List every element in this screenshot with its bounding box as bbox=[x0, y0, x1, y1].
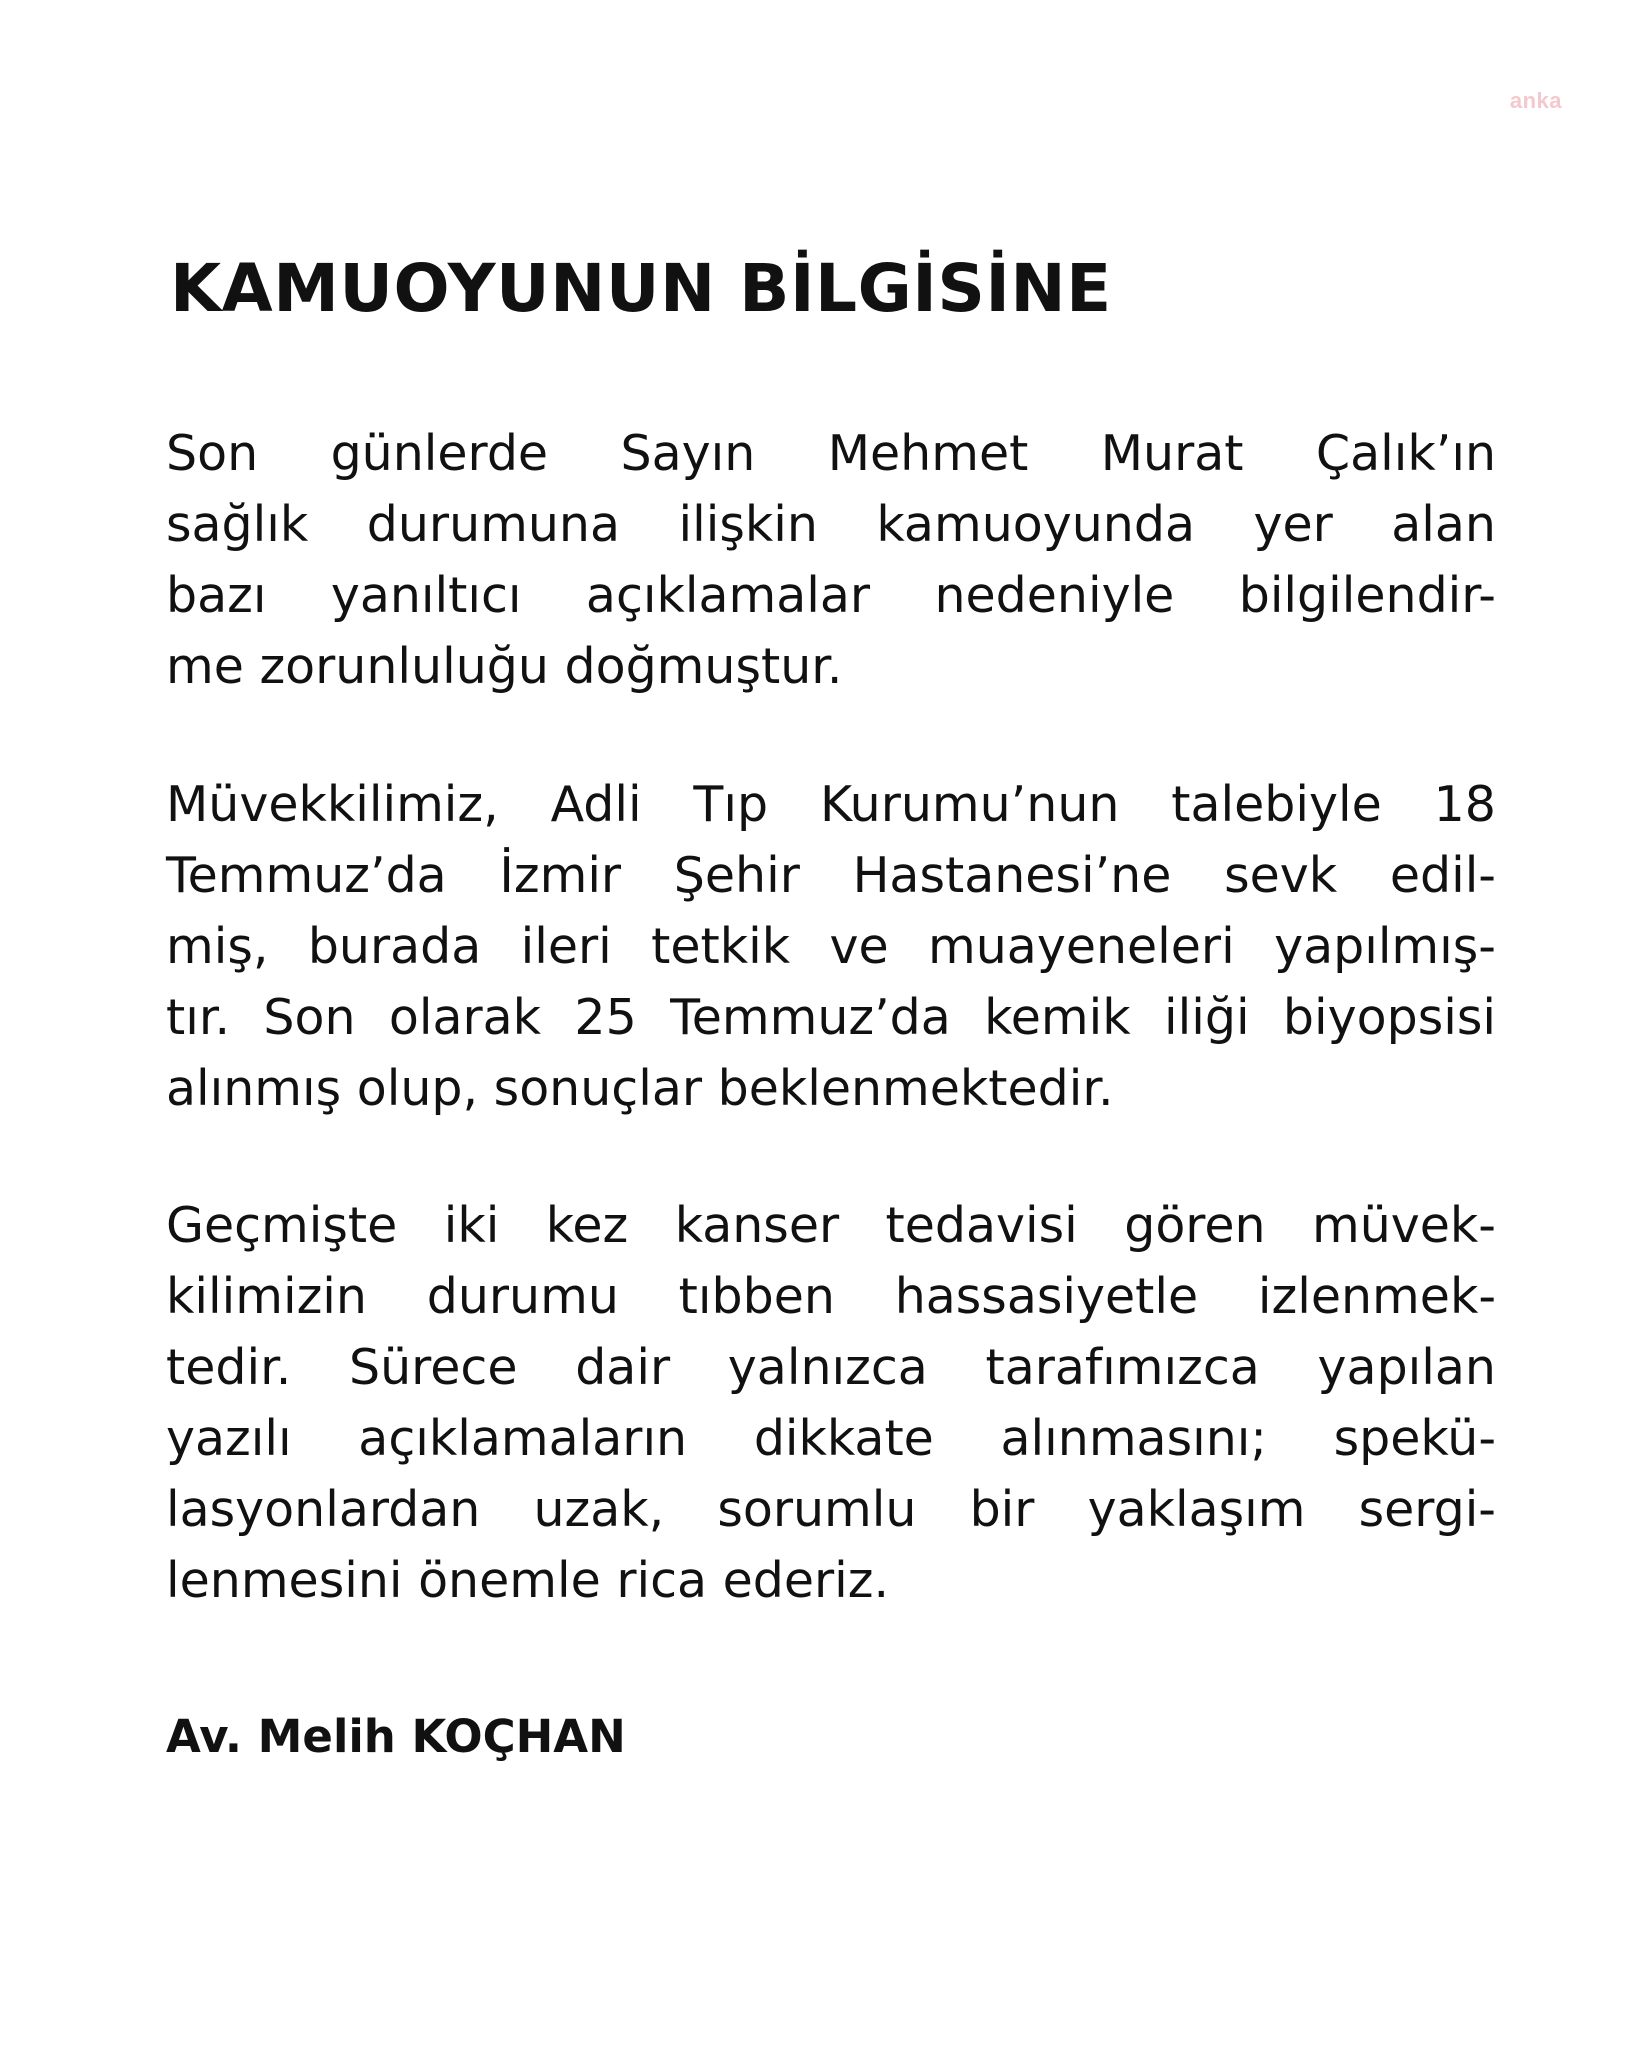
paragraph-line: Temmuz’da İzmir Şehir Hastanesi’ne sevk edil- bbox=[166, 847, 1496, 904]
paragraph-1 bbox=[166, 418, 1496, 702]
signature: Av. Melih KOÇHAN bbox=[166, 1710, 626, 1763]
paragraph-line: kilimizin durumu tıbben hassasiyetle izlenmek- bbox=[166, 1268, 1496, 1325]
paragraph-3 bbox=[166, 1190, 1496, 1616]
paragraph-line: sağlık durumuna ilişkin kamuoyunda yer alan bbox=[166, 496, 1496, 553]
paragraph-2 bbox=[166, 769, 1496, 1124]
paragraph-line: alınmış olup, sonuçlar beklenmektedir. bbox=[166, 1060, 1114, 1117]
paragraph-line: tedir. Sürece dair yalnızca tarafımızca yapılan bbox=[166, 1339, 1496, 1396]
paragraph-line: bazı yanıltıcı açıklamalar nedeniyle bilgilendir- bbox=[166, 567, 1496, 624]
paragraph-line: Müvekkilimiz, Adli Tıp Kurumu’nun talebiyle 18 bbox=[166, 776, 1496, 833]
paragraph-line: Son günlerde Sayın Mehmet Murat Çalık’ın bbox=[166, 425, 1496, 482]
anka-watermark: anka bbox=[1509, 88, 1562, 113]
paragraph-line: lenmesini önemle rica ederiz. bbox=[166, 1552, 890, 1609]
paragraph-line: lasyonlardan uzak, sorumlu bir yaklaşım sergi- bbox=[166, 1481, 1496, 1538]
paragraph-line: Geçmişte iki kez kanser tedavisi gören müvek- bbox=[166, 1197, 1496, 1254]
paragraph-line: me zorunluluğu doğmuştur. bbox=[166, 638, 843, 695]
paragraph-line: miş, burada ileri tetkik ve muayeneleri yapılmış- bbox=[166, 918, 1496, 975]
paragraph-line: yazılı açıklamaların dikkate alınmasını; spekü- bbox=[166, 1410, 1496, 1467]
page-title: KAMUOYUNUN BİLGİSİNE bbox=[170, 250, 1112, 327]
paragraph-line: tır. Son olarak 25 Temmuz’da kemik iliği biyopsisi bbox=[166, 989, 1496, 1046]
